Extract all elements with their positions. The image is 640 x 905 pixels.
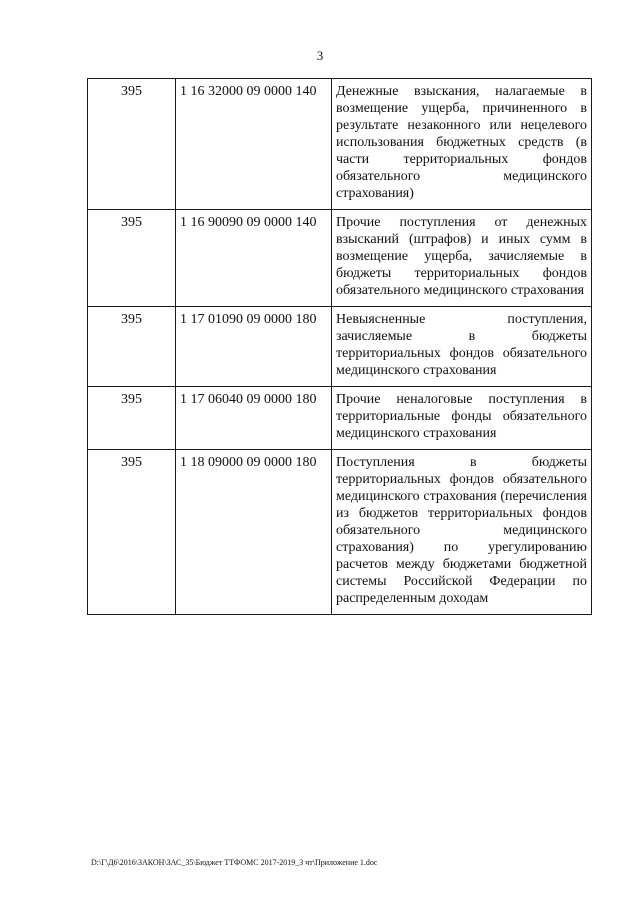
admin-code-cell: 395 [88,79,176,210]
document-file-path: D:\Г\Д6\2016\ЗАКОН\ЗАС_35\Бюджет ТТФОМС 2017-2019_3 чт\Приложение 1.doc [91,858,378,867]
income-code-cell: 1 17 01090 09 0000 180 [176,307,332,387]
income-code-cell: 1 17 06040 09 0000 180 [176,387,332,450]
income-name-cell: Денежные взыскания, налагаемые в возмещение ущерба, причиненного в результате незаконного или нецелевого использования бюджетных средств (в части территориальных фондов обязательного медицинского страхования) [332,79,592,210]
income-name-cell: Прочие поступления от денежных взысканий (штрафов) и иных сумм в возмещение ущерба, зачисляемые в бюджеты территориальных фондов обязательного медицинского страхования [332,210,592,307]
income-code-cell: 1 18 09000 09 0000 180 [176,450,332,615]
admin-code-cell: 395 [88,307,176,387]
page-number: 3 [316,48,324,63]
table-row [88,210,592,307]
admin-code-cell: 395 [88,387,176,450]
table-row [88,387,592,450]
income-name-cell: Невыясненные поступления, зачисляемые в бюджеты территориальных фондов обязательного медицинского страхования [332,307,592,387]
table-row [88,79,592,210]
income-code-cell: 1 16 32000 09 0000 140 [176,79,332,210]
income-code-cell: 1 16 90090 09 0000 140 [176,210,332,307]
income-name-cell: Поступления в бюджеты территориальных фондов обязательного медицинского страхования (перечисления из бюджетов территориальных фондов обязательного медицинского страхования) по урегулированию расчетов между бюджетами бюджетной системы Российской Федерации по распределенным доходам [332,450,592,615]
income-name-cell: Прочие неналоговые поступления в территориальные фонды обязательного медицинского страхования [332,387,592,450]
table-row [88,450,592,615]
admin-code-cell: 395 [88,210,176,307]
budget-revenue-table [87,78,592,615]
table-row [88,307,592,387]
admin-code-cell: 395 [88,450,176,615]
